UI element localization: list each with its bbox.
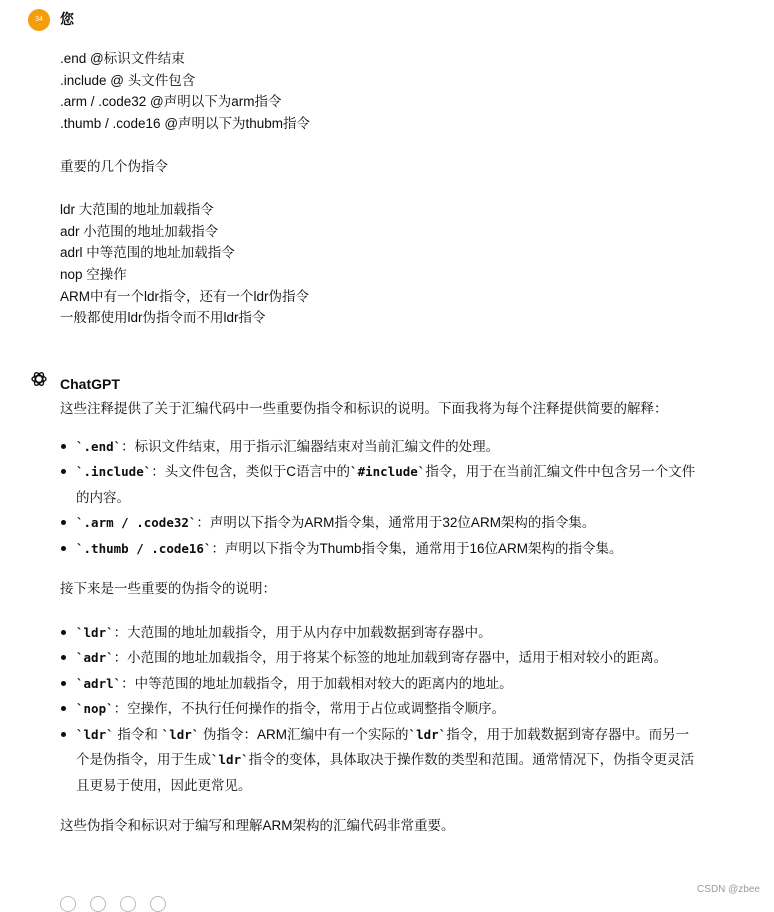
copy-icon[interactable] [60,896,76,912]
list-item: `ldr` 指令和 `ldr` 伪指令：ARM汇编中有一个实际的`ldr`指令，用于加载数据到寄存器中。而另一个是伪指令，用于生成`ldr`指令的变体，具体取决于操作数的类型和范围。通常情况下，伪指令更灵活且更易于使用，因此更常见。 [60,722,700,799]
user-line: .arm / .code32 @声明以下为arm指令 [60,94,282,110]
inline-code: ldr [218,752,242,767]
user-line: 重要的几个伪指令 [60,158,168,174]
list-item-text: ：标识文件结束，用于指示汇编器结束对当前汇编文件的处理。 [121,438,500,454]
list-item: `.end`：标识文件结束，用于指示汇编器结束对当前汇编文件的处理。 [60,434,700,460]
list-item: `.arm / .code32`：声明以下指令为ARM指令集，通常用于32位ARM架构的指令集。 [60,510,700,536]
user-line: .include @ 头文件包含 [60,72,196,88]
list-item-text: ：中等范围的地址加载指令，用于加载相对较大的距离内的地址。 [121,675,513,691]
list-item-text: ：声明以下指令为ARM指令集，通常用于32位ARM架构的指令集。 [196,515,596,530]
user-line: adr 小范围的地址加载指令 [60,223,219,239]
inline-code: ldr [83,624,107,640]
regenerate-icon[interactable] [150,896,166,912]
message-actions [60,896,166,912]
list-item: `nop`：空操作，不执行任何操作的指令，常用于占位或调整指令顺序。 [60,696,700,722]
list-item-text: ：小范围的地址加载指令，用于将某个标签的地址加载到寄存器中，适用于相对较小的距离。 [113,650,668,665]
inline-code: .thumb / .code16 [83,540,204,556]
user-line: ARM中有一个ldr指令，还有一个ldr伪指令 [60,288,310,304]
list-item-text: ：声明以下指令为Thumb指令集，通常用于16位ARM架构的指令集。 [211,540,623,556]
list-item-text: 指令，用于在当前汇编文件中包含另一个文件的内容。 [76,464,696,505]
user-line: .end @标识文件结束 [60,51,185,66]
list-item: `.include`：头文件包含，类似于C语言中的`#include`指令，用于在当前汇编文件中包含另一个文件的内容。 [60,459,700,510]
assistant-author-name: ChatGPT [60,376,120,392]
list-item: `adr`：小范围的地址加载指令，用于将某个标签的地址加载到寄存器中，适用于相对较小的距离。 [60,645,700,671]
list-item: `adrl`：中等范围的地址加载指令，用于加载相对较大的距离内的地址。 [60,671,700,697]
user-line [60,134,700,156]
inline-code: .end [83,438,114,454]
closing-paragraph: 这些伪指令和标识对于编写和理解ARM架构的汇编代码非常重要。 [60,818,455,833]
list-item-text: ：空操作，不执行任何操作的指令，常用于占位或调整指令顺序。 [113,701,506,716]
inline-code: .arm / .code32 [83,515,189,530]
thumbs-down-icon[interactable] [120,896,136,912]
inline-code: ldr [83,726,107,742]
inline-code: ldr [416,726,439,742]
user-line: ldr 大范围的地址加载指令 [60,202,214,218]
user-line [60,178,700,200]
inline-code: nop [83,701,107,716]
inline-code: adrl [83,675,114,691]
assistant-message-text [60,397,700,839]
list-item-text: ：大范围的地址加载指令，用于从内存中加载数据到寄存器中。 [113,624,492,640]
inline-code: .include [83,464,144,479]
user-avatar[interactable]: 34 [28,9,50,31]
intro-paragraph: 这些注释提供了关于汇编代码中一些重要伪指令和标识的说明。下面我将为每个注释提供简要的解释： [60,401,668,416]
user-line: adrl 中等范围的地址加载指令 [60,245,235,261]
watermark: CSDN @zbee [697,884,760,895]
user-line: 一般都使用ldr伪指令而不用ldr指令 [60,310,266,326]
user-line: .thumb / .code16 @声明以下为thubm指令 [60,115,311,131]
directive-list [60,434,700,562]
inline-code: #include [357,464,418,479]
list-item: `ldr`：大范围的地址加载指令，用于从内存中加载数据到寄存器中。 [60,620,700,646]
inline-code: ldr [169,726,192,742]
thumbs-up-icon[interactable] [90,896,106,912]
user-author-name: 您 [60,11,74,27]
inline-code: adr [83,650,107,665]
user-line: nop 空操作 [60,266,127,282]
list-item: `.thumb / .code16`：声明以下指令为Thumb指令集，通常用于16位ARM架构的指令集。 [60,536,700,562]
chatgpt-logo-icon [29,369,49,389]
pseudo-intro-paragraph: 接下来是一些重要的伪指令的说明： [60,581,276,596]
pseudo-list [60,620,700,799]
user-message-text [60,48,700,329]
list-item-text: ：头文件包含，类似于C语言中的 [151,464,351,479]
